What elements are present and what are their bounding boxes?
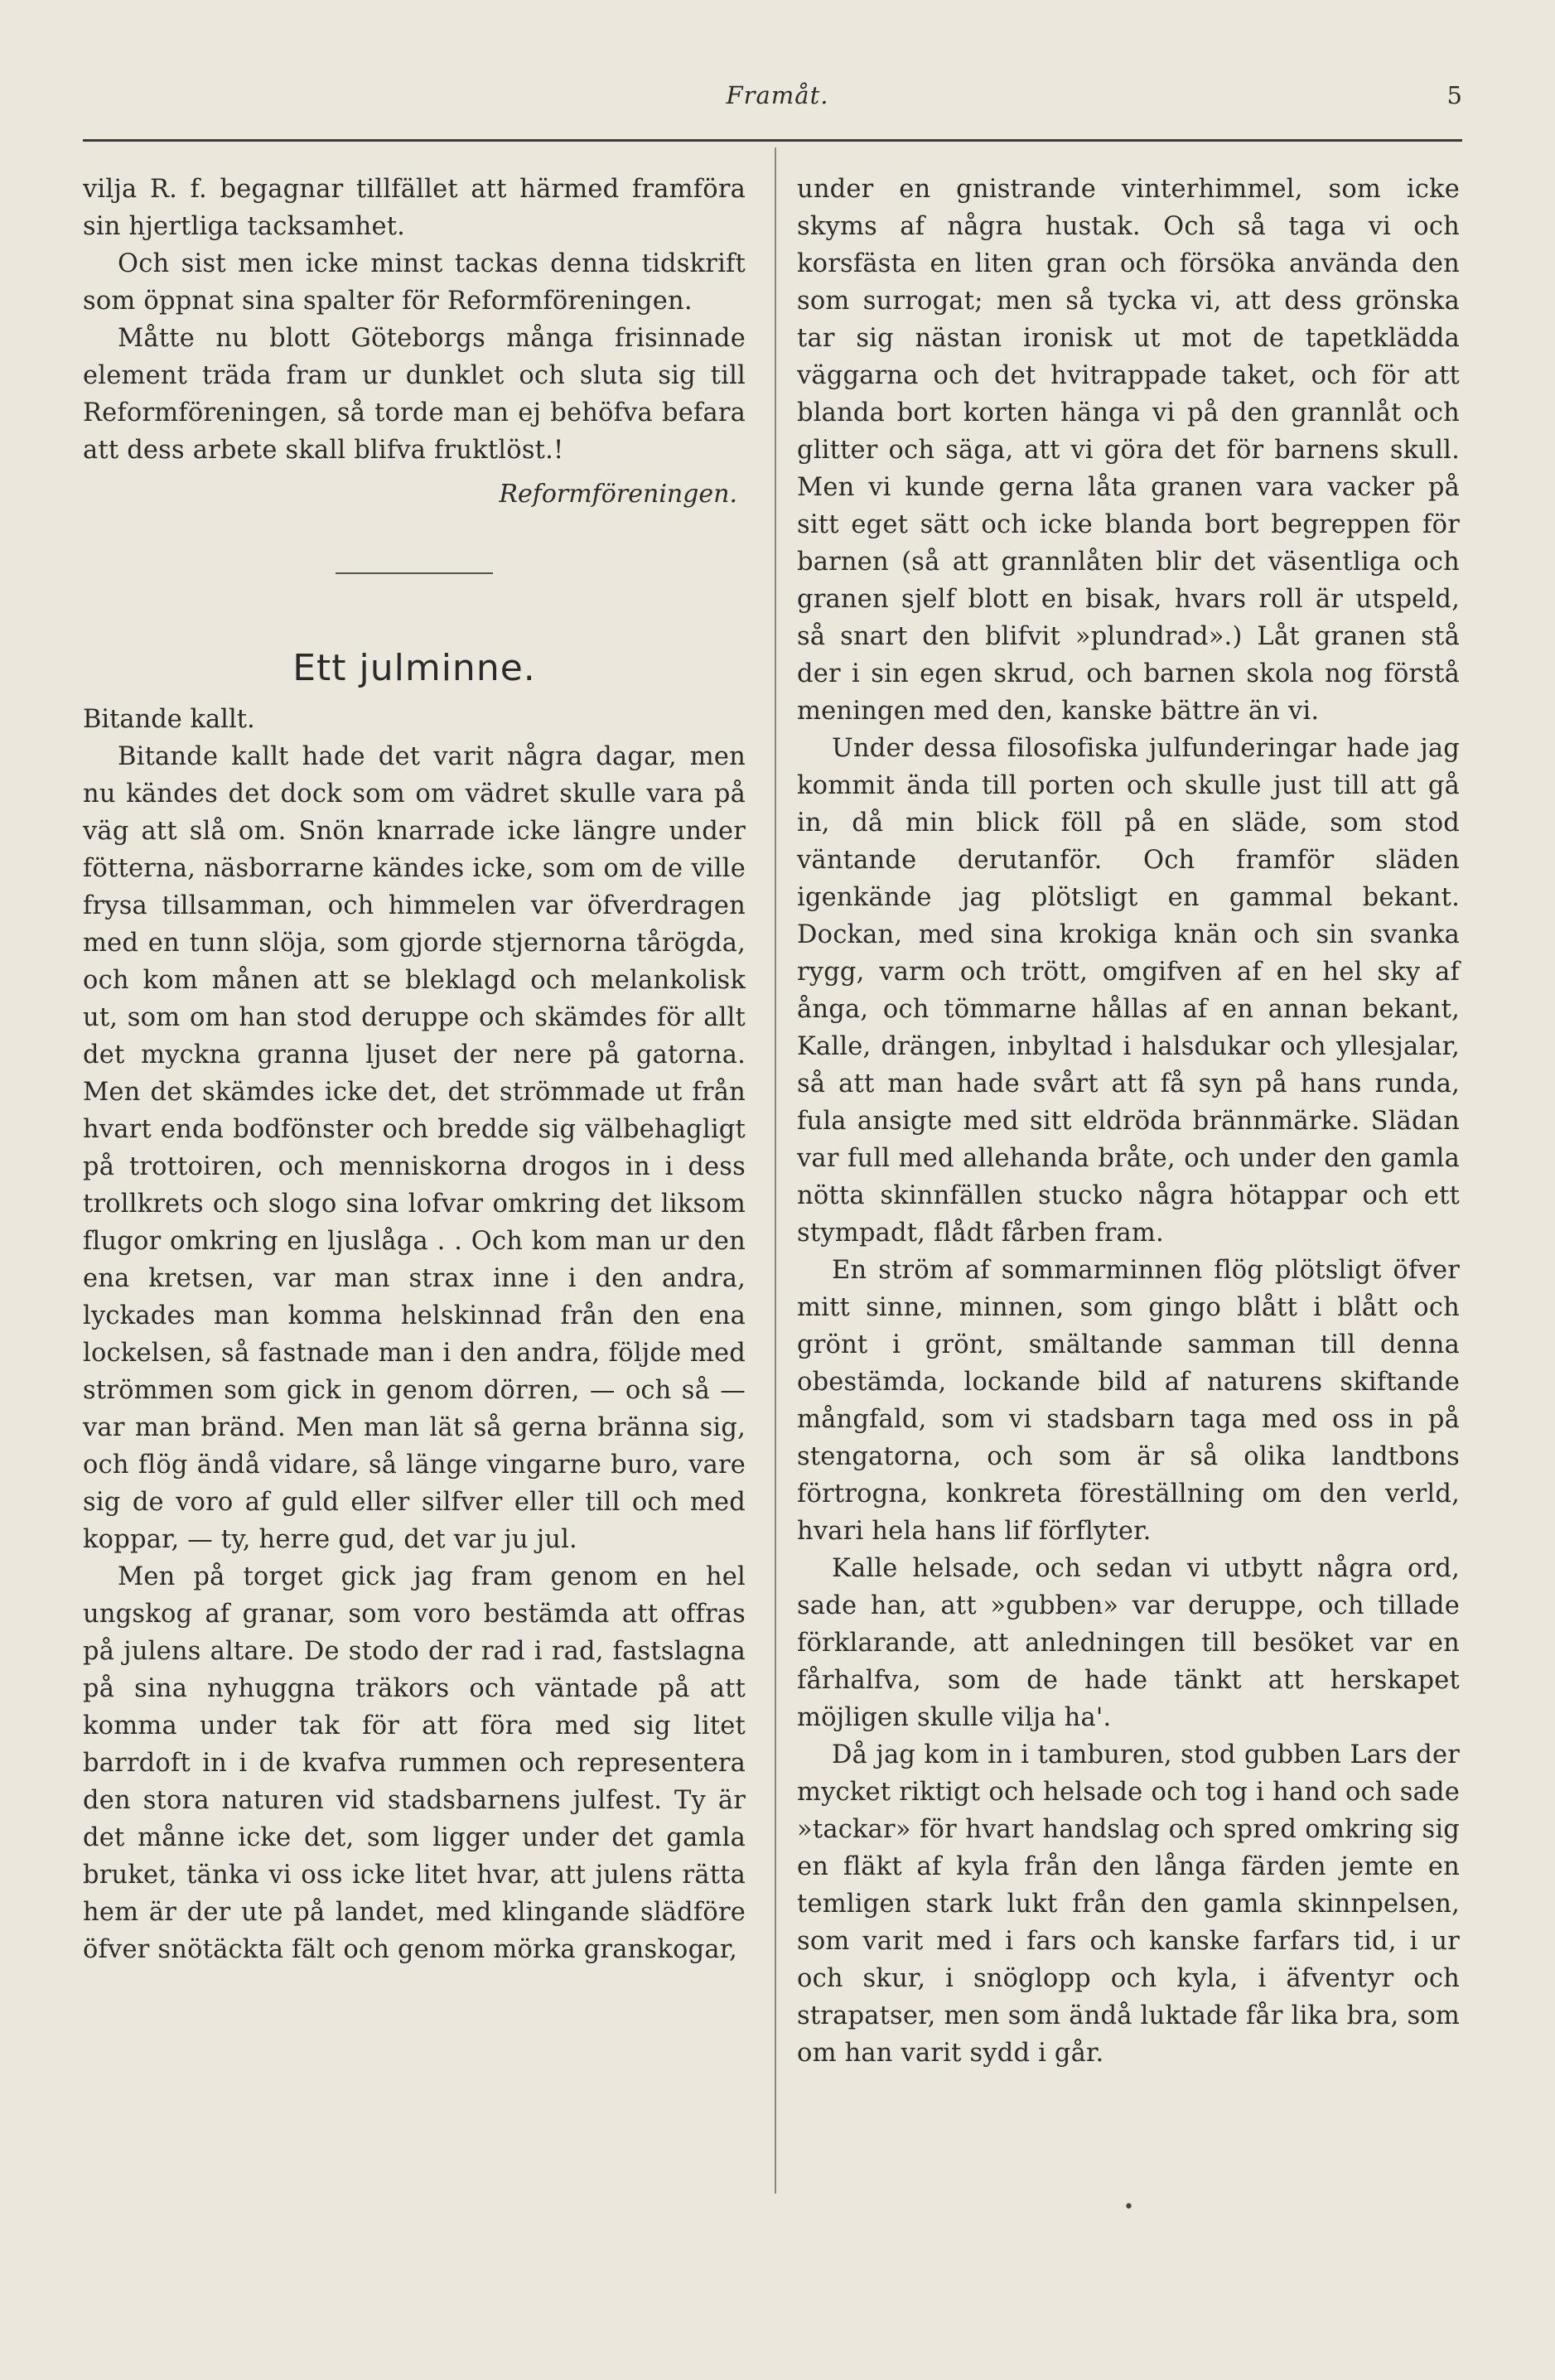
ink-mark: • [1123, 2197, 1134, 2218]
page-number: 5 [1446, 81, 1462, 109]
paragraph: vilja R. f. begagnar tillfället att härmed framföra sin hjertliga tacksamhet. [83, 175, 746, 241]
paragraph: En ström af sommarminnen flög plötsligt öfver mitt sinne, minnen, som gingo blått i blått och grönt i grönt, smältande samman till denna obestämda, lockande bild af naturens skiftande mångfald, som vi stadsbarn taga med oss in på stengatorna, och som är så olika landtbons förtrogna, konkreta föreställning om den verld, hvari hela hans lif förflyter. [797, 1256, 1460, 1546]
paragraph: Men på torget gick jag fram genom en hel ungskog af granar, som voro bestämda att offras på julens altare. De stodo der rad i rad, fastslagna på sina nyhuggna träkors och väntade på att komma under tak för att föra med sig litet barrdoft in i de kvafva rummen och representera den stora naturen vid stadsbarnens julfest. Ty är det månne icke det, som ligger under det gamla bruket, tänka vi oss icke litet hvar, att julens rätta hem är der ute på landet, med klingande slädföre öfver snötäckta fält och genom mörka granskogar, [83, 1562, 746, 1964]
paragraph: Kalle helsade, och sedan vi utbytt några ord, sade han, att »gubben» var deruppe, och tillade förklarande, att anledningen till besöket var en fårhalfva, som de hade tänkt att herskapet möjligen skulle vilja ha'. [797, 1554, 1460, 1732]
page-header-title: Framåt. [726, 81, 829, 109]
paragraph: Då jag kom in i tamburen, stod gubben Lars der mycket riktigt och helsade och tog i hand och sade »tackar» för hvart handslag och spred omkring sig en fläkt af kyla från den långa färden jemte en temligen stark lukt från den gamla skinnpelsen, som varit med i fars och kanske farfars tid, i ur och skur, i snöglopp och kyla, i äfventyr och strapatser, men som ändå luktade får lika bra, som om han varit sydd i går. [797, 1740, 1460, 2068]
article-title: Ett julminne. [292, 647, 536, 689]
article-subhead: Bitande kallt. [83, 705, 255, 734]
section-separator [336, 572, 493, 574]
paragraph: Bitande kallt hade det varit några dagar, men nu kändes det dock som om vädret skulle vara på väg att slå om. Snön knarrade icke längre under fötterna, näsborrarne kändes icke, som om de ville frysa tillsamman, och himmelen var öfverdragen med en tunn slöja, som gjorde stjernorna tårögda, och kom månen att se bleklagd och melankolisk ut, som om han stod deruppe och skämdes för allt det myckna granna ljuset der nere på gatorna. Men det skämdes icke det, det strömmade ut från hvart enda bodfönster och bredde sig välbehagligt på trottoiren, och menniskorna drogos in i dess trollkrets och slogo sina lofvar omkring det liksom flugor omkring en ljuslåga . . Och kom man ur den ena kretsen, var man strax inne i den andra, lyckades man komma helskinnad från den ena lockelsen, så fastnade man i den andra, följde med strömmen som gick in genom dörren, — och så — var man bränd. Men man lät så gerna bränna sig, och flög ändå vidare, så länge vingarne buro, vare sig de voro af guld eller silfver eller till och med koppar, — ty, herre gud, det var ju jul. [83, 742, 746, 1554]
signature: Reformföreningen. [499, 480, 737, 509]
left-column [83, 171, 746, 1968]
paragraph: Måtte nu blott Göteborgs många frisinnade element träda fram ur dunklet och sluta sig till Reformföreningen, så torde man ej behöfva befara att dess arbete skall blifva fruktlöst.! [83, 324, 746, 465]
column-divider [775, 147, 776, 2194]
right-column [797, 171, 1460, 2072]
paragraph: Och sist men icke minst tackas denna tidskrift som öppnat sina spalter för Reformföreningen. [83, 249, 746, 316]
paragraph: under en gnistrande vinterhimmel, som icke skyms af några hustak. Och så taga vi och korsfästa en liten gran och försöka använda den som surrogat; men så tycka vi, att dess grönska tar sig nästan ironisk ut mot de tapetklädda väggarna och det hvitrappade taket, och för att blanda bort korten hänga vi på den grannlåt och glitter och säga, att vi göra det för barnens skull. Men vi kunde gerna låta granen vara vacker på sitt eget sätt och icke blanda bort begreppen för barnen (så att grannlåten blir det väsentliga och granen sjelf blott en bisak, hvars roll är utspeld, så snart den blifvit »plundrad».) Låt granen stå der i sin egen skrud, och barnen skola nog förstå meningen med den, kanske bättre än vi. [797, 175, 1460, 726]
paragraph: Under dessa filosofiska julfunderingar hade jag kommit ända till porten och skulle just till att gå in, då min blick föll på en släde, som stod väntande derutanför. Och framför släden igenkände jag plötsligt en gammal bekant. Dockan, med sina krokiga knän och sin svanka rygg, varm och trött, omgifven af en hel sky af ånga, och tömmarne hållas af en annan bekant, Kalle, drängen, inbyltad i halsdukar och yllesjalar, så att man hade svårt att få syn på hans runda, fula ansigte med sitt eldröda brännmärke. Slädan var full med allehanda bråte, och under den gamla nötta skinnfällen stucko några hötappar och ett stympadt, flådt fårben fram. [797, 734, 1460, 1248]
header-rule [83, 139, 1462, 142]
